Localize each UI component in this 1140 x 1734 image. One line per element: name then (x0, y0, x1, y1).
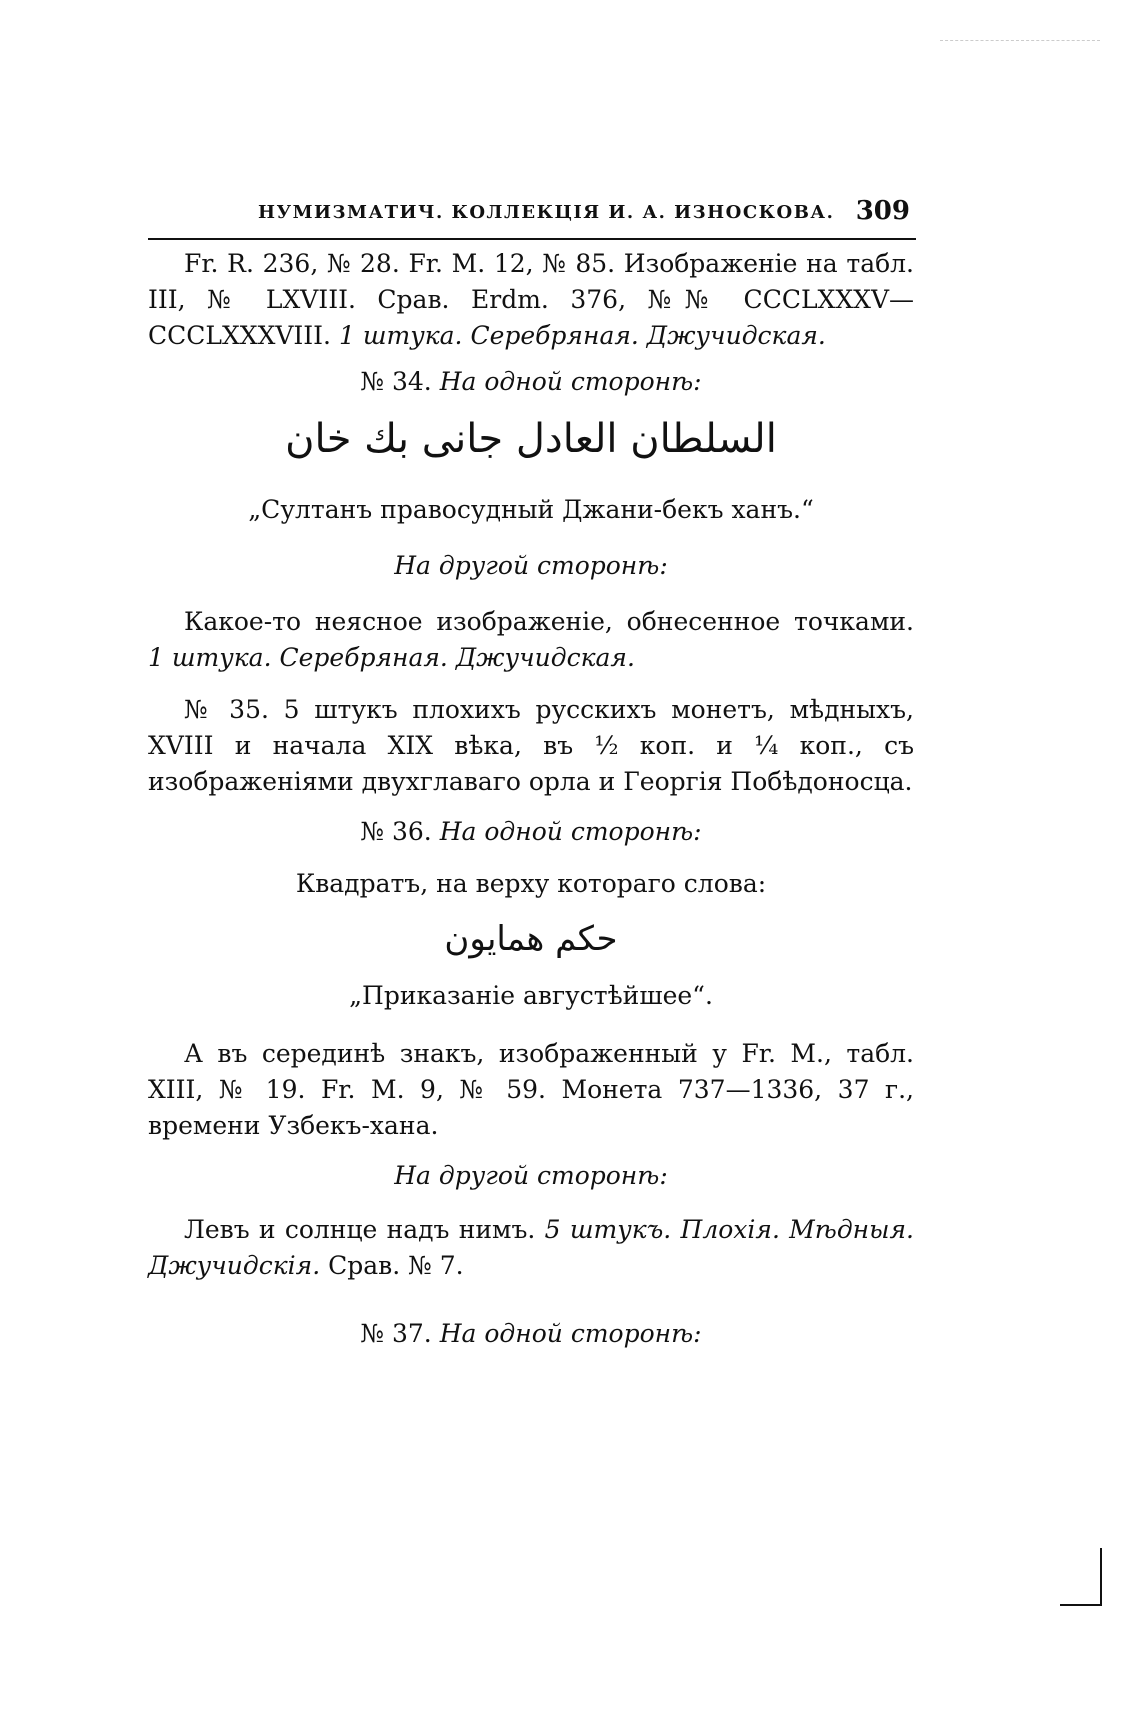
item-number: № 34. (360, 367, 432, 396)
paragraph-unclear-image (148, 604, 914, 676)
side-label: На одной сторонѣ: (439, 817, 702, 846)
translation-2: „Приказаніе августѣйшее“. (349, 981, 713, 1010)
heading-no-37 (148, 1316, 914, 1352)
item-number: № 36. (360, 817, 432, 846)
item-number: № 37. (360, 1319, 432, 1348)
heading-no-34 (148, 364, 914, 400)
coin-description: 1 штука. Серебряная. Джучидская. (338, 321, 826, 350)
arabic-inscription-2: حكم همايون (444, 919, 618, 959)
side-label: На одной сторонѣ: (439, 1319, 702, 1348)
running-title: НУМИЗМАТИЧ. КОЛЛЕКЦІЯ И. А. ИЗНОСКОВА. (258, 202, 835, 223)
lion-sun-text: Левъ и солнце надъ нимъ. (184, 1215, 536, 1244)
translation-1: „Султанъ правосудный Джани-бекъ ханъ.“ (248, 495, 814, 524)
paragraph-fr-references (148, 246, 914, 354)
page-number: 309 (855, 196, 910, 226)
page-header (148, 196, 916, 240)
heading-no-36 (148, 814, 914, 850)
arabic-inscription-1: السلطان العادل جانى بك خان (285, 416, 777, 462)
crop-corner-mark (1060, 1548, 1102, 1606)
scan-artifact-line (940, 40, 1100, 42)
fr-references-text: Fr. R. 236, № 28. Fr. M. 12, № 85. Изображеніе на табл. III, № LXVIII. Срав. Erdm. 376, №№ CCCLXXXV—CCCLXXXVIII. (148, 249, 914, 350)
paragraph-lion-sun (148, 1212, 914, 1284)
coin-description: 1 штука. Серебряная. Джучидская. (148, 643, 635, 672)
paragraph-center-sign: А въ серединѣ знакъ, изображенный у Fr. M., табл. XIII, № 19. Fr. M. 9, № 59. Монета 737—1336, 37 г., времени Узбекъ-хана. (148, 1039, 914, 1140)
unclear-image-text: Какое-то неясное изображеніе, обнесенное точками. (184, 607, 914, 636)
other-side-heading-2: На другой сторонѣ: (394, 1161, 668, 1190)
paragraph-no-35: № 35. 5 штукъ плохихъ русскихъ монетъ, мѣдныхъ, XVIII и начала XIX вѣка, въ ½ коп. и ¼ коп., съ изображеніями двухглаваго орла и Георгія Побѣдоносца. (148, 695, 914, 796)
side-label: На одной сторонѣ: (439, 367, 702, 396)
coin-description: 5 штукъ. Плохія. Мѣдныя. Джучидскія. (148, 1215, 914, 1280)
other-side-heading-1: На другой сторонѣ: (394, 551, 668, 580)
square-caption: Квадратъ, на верху котораго слова: (295, 869, 767, 898)
comparison-reference: Срав. № 7. (328, 1251, 464, 1280)
